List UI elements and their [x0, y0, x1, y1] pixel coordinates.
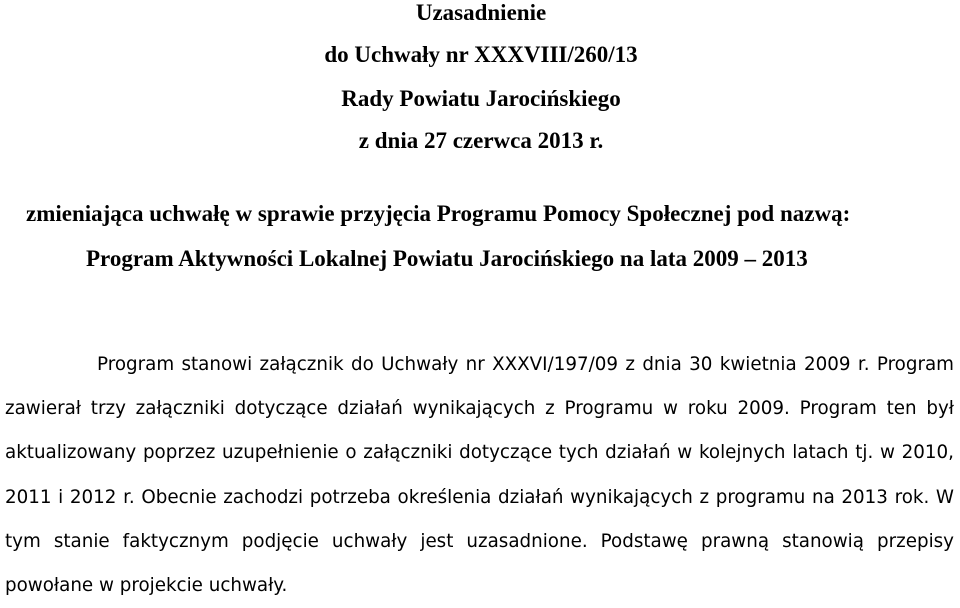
subject-line-1: zmieniająca uchwałę w sprawie przyjęcia Programu Pomocy Społecznej pod nazwą:: [26, 201, 851, 226]
document-title: Uzasadnienie: [415, 0, 547, 25]
justification-paragraph: Program stanowi załącznik do Uchwały nr XXXVI/197/09 z dnia 30 kwietnia 2009 r. Program zawierał trzy załączniki dotyczące działań wynikających z Programu w roku 2009. Program ten był aktualizowany poprzez uzupełnienie o załączniki dotyczące tych działań w kolejnych latach tj. w 2010, 2011 i 2012 r. Obecnie zachodzi potrzeba określenia działań wynikających z programu na 2013 rok. W tym stanie faktycznym podjęcie uchwały jest uzasadnione. Podstawę prawną stanowią przepisy powołane w projekcie uchwały.: [5, 354, 954, 597]
subject-line-2: Program Aktywności Lokalnej Powiatu Jarocińskiego na lata 2009 – 2013: [86, 246, 808, 271]
resolution-date: z dnia 27 czerwca 2013 r.: [358, 128, 604, 153]
issuing-body: Rady Powiatu Jarocińskiego: [341, 86, 621, 111]
resolution-number: do Uchwały nr XXXVIII/260/13: [324, 42, 638, 67]
